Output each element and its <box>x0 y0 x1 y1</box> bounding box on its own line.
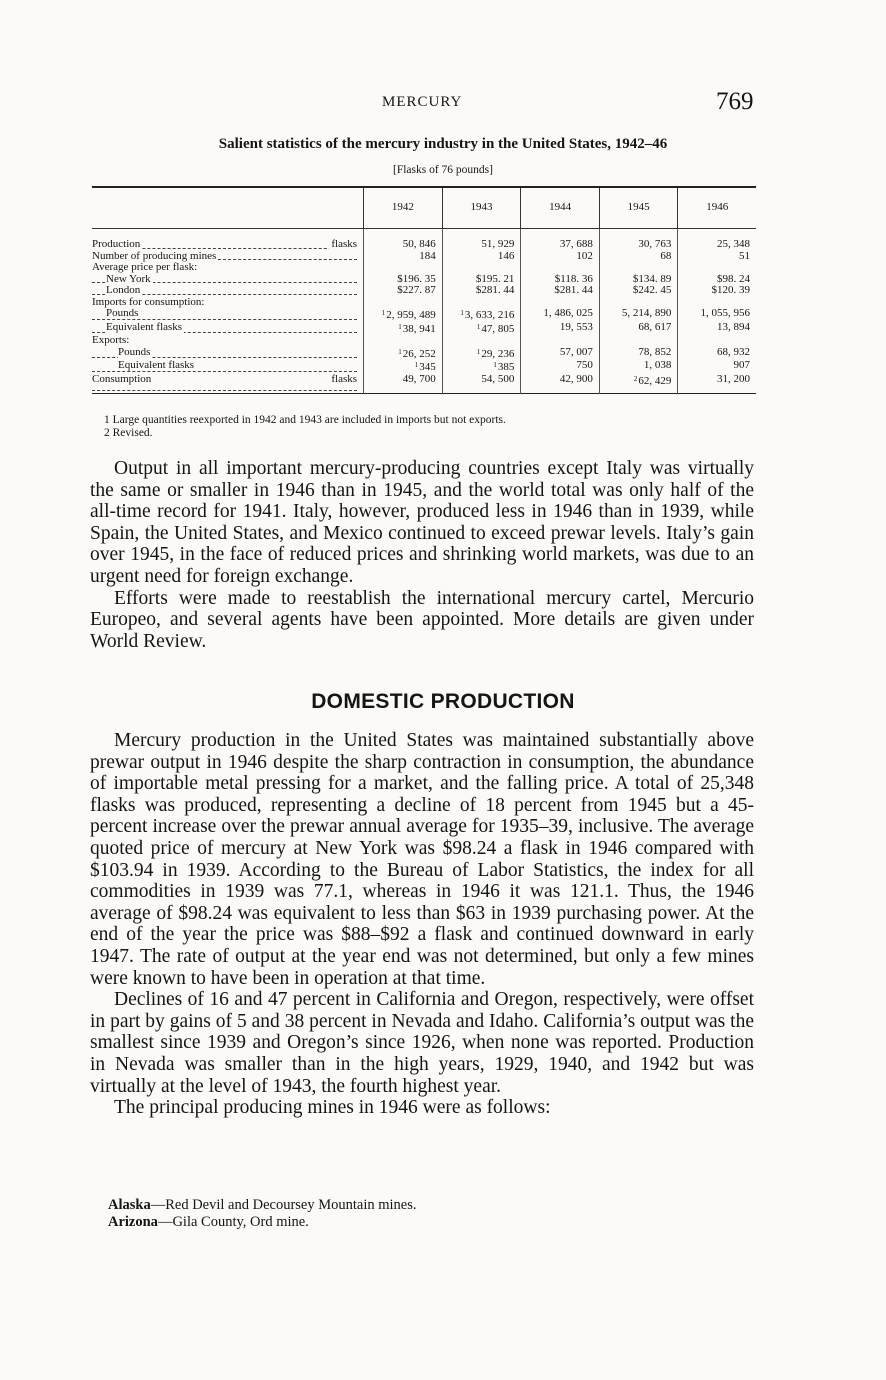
table-cell <box>442 251 521 263</box>
table-cell <box>364 229 443 251</box>
paragraph: Efforts were made to reestablish the international mercury cartel, Mercurio Europeo, and several agents have been appointed. More details are given under World Review. <box>90 587 754 652</box>
table-cell <box>442 308 521 322</box>
cell-value: 19, 553 <box>559 320 593 333</box>
table-cell <box>364 297 443 309</box>
cell-value: 51, 929 <box>481 238 515 250</box>
table-cell <box>521 347 600 361</box>
mine-state: Alaska <box>108 1197 151 1213</box>
cell-value: 57, 007 <box>559 345 593 358</box>
table-row <box>92 229 756 251</box>
table-cell <box>364 360 443 374</box>
cell-value: 51 <box>739 249 750 262</box>
table-cell <box>521 322 600 336</box>
cell-value: $281. 44 <box>554 284 593 296</box>
cell-value: 13, 894 <box>717 320 750 333</box>
cell-value: 49, 700 <box>402 372 436 385</box>
table-cell <box>364 308 443 322</box>
table-cell <box>599 347 678 361</box>
intro-text <box>90 458 754 652</box>
table-cell <box>521 360 600 374</box>
mine-state: Arizona <box>108 1214 158 1230</box>
cell-value: 68, 617 <box>638 320 672 333</box>
table-cell <box>521 251 600 263</box>
section-heading: DOMESTIC PRODUCTION <box>311 690 575 713</box>
table-cell <box>442 297 521 309</box>
row-label <box>92 285 364 297</box>
table-cell <box>364 347 443 361</box>
footnote-ref: 1 <box>476 347 481 356</box>
table-cell <box>678 229 756 251</box>
mine-entry <box>108 1197 748 1214</box>
domestic-production-text <box>90 730 754 1119</box>
table-row <box>92 285 756 297</box>
row-label-text: London <box>106 285 141 296</box>
table-cell <box>521 374 600 394</box>
page-number: 769 <box>716 88 754 115</box>
column-header: 1944 <box>521 187 600 229</box>
cell-value: $196. 35 <box>397 272 436 285</box>
row-label <box>92 347 364 361</box>
row-label-text: Imports for consumption: <box>92 296 205 308</box>
cell-value: 750 <box>576 359 593 371</box>
row-label <box>92 360 364 374</box>
row-label-text: Average price per flask: <box>92 262 198 273</box>
row-label <box>92 308 364 322</box>
running-title: MERCURY <box>382 94 463 110</box>
row-label <box>92 251 364 263</box>
cell-value: 68, 932 <box>717 345 750 358</box>
cell-value: 1, 055, 956 <box>700 307 750 319</box>
cell-value: $118. 36 <box>554 272 593 285</box>
table-row <box>92 251 756 263</box>
row-label-text: Production <box>92 238 141 250</box>
row-label-text: New York <box>106 273 151 285</box>
column-header: 1945 <box>599 187 678 229</box>
leader-dots <box>92 390 357 391</box>
table-cell <box>521 308 600 322</box>
footnote-ref: 1 <box>493 361 497 369</box>
cell-value: 29, 236 <box>481 347 515 360</box>
row-label-text: Number of producing mines <box>92 250 217 262</box>
cell-value: 385 <box>497 361 515 373</box>
cell-value: 1, 486, 025 <box>543 307 593 319</box>
table-row <box>92 308 756 322</box>
footnote-ref: 1 <box>476 322 481 331</box>
mine-names: —Red Devil and Decoursey Mountain mines. <box>150 1197 417 1213</box>
cell-value: $120. 39 <box>711 284 750 296</box>
cell-value: 54, 500 <box>481 372 515 385</box>
table-row <box>92 347 756 361</box>
cell-value: 68 <box>660 249 672 262</box>
cell-value: 2, 959, 489 <box>386 309 436 321</box>
cell-value: 31, 200 <box>717 372 750 385</box>
table-cell <box>364 374 443 394</box>
cell-value: 5, 214, 890 <box>621 307 672 319</box>
table-cell <box>678 360 756 374</box>
table-cell <box>364 251 443 263</box>
cell-value: $98. 24 <box>717 272 750 285</box>
cell-value: 146 <box>497 249 515 262</box>
table-cell <box>442 335 521 347</box>
row-label <box>92 374 364 394</box>
table-cell <box>442 229 521 251</box>
table-cell <box>442 374 521 394</box>
cell-value: 30, 763 <box>638 238 672 250</box>
row-label-text: Pounds <box>106 308 139 319</box>
table-cell <box>442 322 521 336</box>
footnote: 2 Revised. <box>104 427 153 439</box>
table-row <box>92 322 756 336</box>
row-label-text: Exports: <box>92 335 130 346</box>
table-cell <box>599 229 678 251</box>
paragraph: Mercury production in the United States was maintained substantially above prewar output in 1946 despite the sharp contraction in consumption, the abundance of importable metal pressing for a market, and the falling price. A total of 25,348 flasks was produced, representing a decline of 18 percent from 1945 but a 45-percent increase over the prewar annual average for 1935–39, inclusive. The average quoted price of mercury at New York was $98.24 a flask in 1946 compared with $103.94 in 1939. According to the Bureau of Labor Statistics, the index for all commodities in 1939 was 77.1, whereas in 1946 it was 121.1. Thus, the 1946 average of $98.24 was equivalent to less than $63 in 1939 purchasing power. At the end of the year the price was $88–$92 a flask and continued downward in early 1947. The rate of output at the year end was not determined, but only a few mines were known to have been in operation at that time. <box>90 730 754 989</box>
cell-value: 37, 688 <box>559 238 593 250</box>
footnote-ref: 1 <box>414 361 419 369</box>
table-cell <box>442 347 521 361</box>
table-cell <box>678 322 756 336</box>
column-header: 1943 <box>442 187 521 229</box>
footnote: 1 Large quantities reexported in 1942 and 1943 are included in imports but not exports. <box>104 414 506 426</box>
footnote-ref: 1 <box>398 322 402 331</box>
table-footnotes <box>104 414 744 440</box>
row-label-text: Equivalent flasks <box>106 321 183 333</box>
table-cell <box>521 285 600 297</box>
table-cell <box>599 322 678 336</box>
row-label-text: Consumption <box>92 373 152 385</box>
cell-value: 42, 900 <box>559 372 593 385</box>
cell-value: 345 <box>419 361 436 373</box>
cell-value: $134. 89 <box>632 272 672 285</box>
table-row <box>92 360 756 374</box>
cell-value: $281. 44 <box>475 284 515 296</box>
cell-value: $195. 21 <box>475 272 515 285</box>
table-cell <box>364 285 443 297</box>
footnote-ref: 1 <box>381 309 386 317</box>
table-cell <box>678 347 756 361</box>
table-cell <box>599 251 678 263</box>
footnote-ref: 1 <box>398 347 402 356</box>
cell-value: $242. 45 <box>632 284 672 296</box>
cell-value: 3, 633, 216 <box>464 309 515 321</box>
row-label-text: Equivalent flasks <box>118 360 195 371</box>
column-header: 1946 <box>678 187 756 229</box>
table-cell <box>678 285 756 297</box>
table-header-row <box>92 187 756 229</box>
column-header: 1942 <box>364 187 443 229</box>
cell-value: 38, 941 <box>402 322 436 335</box>
row-unit: flasks <box>331 238 358 250</box>
row-label-text: Pounds <box>118 346 151 358</box>
row-label <box>92 229 364 251</box>
table-cell <box>678 308 756 322</box>
paragraph: The principal producing mines in 1946 were as follows: <box>114 1097 551 1119</box>
paragraph: Declines of 16 and 47 percent in California and Oregon, respectively, were offset in part by gains of 5 and 38 percent in Nevada and Idaho. California’s output was the smallest since 1939 and Oregon’s since 1926, when none was reported. Production in Nevada was smaller than in the high years, 1929, 1940, and 1942 but was virtually at the level of 1943, the fourth highest year. <box>90 989 754 1097</box>
mines-list <box>108 1197 748 1231</box>
table-row <box>92 374 756 394</box>
row-unit: flasks <box>331 373 358 385</box>
header-blank <box>92 187 364 229</box>
cell-value: 184 <box>419 249 436 262</box>
mine-names: —Gila County, Ord mine. <box>157 1214 309 1230</box>
cell-value: 25, 348 <box>717 238 750 250</box>
table-cell <box>521 229 600 251</box>
cell-value: 47, 805 <box>481 322 515 335</box>
running-head <box>0 88 886 122</box>
table-cell <box>678 251 756 263</box>
table-cell <box>364 335 443 347</box>
row-label <box>92 274 364 286</box>
mine-entry <box>108 1214 748 1231</box>
table-cell <box>599 285 678 297</box>
table-cell <box>364 322 443 336</box>
table-cell <box>442 360 521 374</box>
cell-value: 50, 846 <box>402 238 436 250</box>
statistics-table <box>92 186 756 394</box>
footnote-ref: 1 <box>460 309 464 317</box>
cell-value: 78, 852 <box>638 345 672 358</box>
cell-value: $227. 87 <box>397 284 436 296</box>
cell-value: 907 <box>733 359 750 371</box>
paragraph: Output in all important mercury-producing countries except Italy was virtually the same or smaller in 1946 than in 1945, and the world total was only half of the all-time record for 1941. Italy, however, produced less in 1946 than in 1939, while Spain, the United States, and Mexico continued to exceed prewar levels. Italy’s gain over 1945, in the face of reduced prices and shrinking world markets, was due to an urgent need for foreign exchange. <box>90 458 754 587</box>
table-cell <box>599 360 678 374</box>
table-cell <box>442 285 521 297</box>
row-label <box>92 335 364 347</box>
cell-value: 26, 252 <box>402 347 436 360</box>
table-body <box>92 229 756 394</box>
table-unit-note: [Flasks of 76 pounds] <box>393 164 493 176</box>
row-label <box>92 297 364 309</box>
table-caption: Salient statistics of the mercury industry in the United States, 1942–46 <box>218 136 668 152</box>
row-label <box>92 262 364 274</box>
table-cell <box>599 374 678 394</box>
table-cell <box>678 374 756 394</box>
table-cell <box>599 308 678 322</box>
cell-value: 102 <box>576 249 593 262</box>
footnote-ref: 2 <box>633 374 638 383</box>
row-label <box>92 322 364 336</box>
cell-value: 62, 429 <box>638 374 672 387</box>
cell-value: 1, 038 <box>643 359 672 371</box>
